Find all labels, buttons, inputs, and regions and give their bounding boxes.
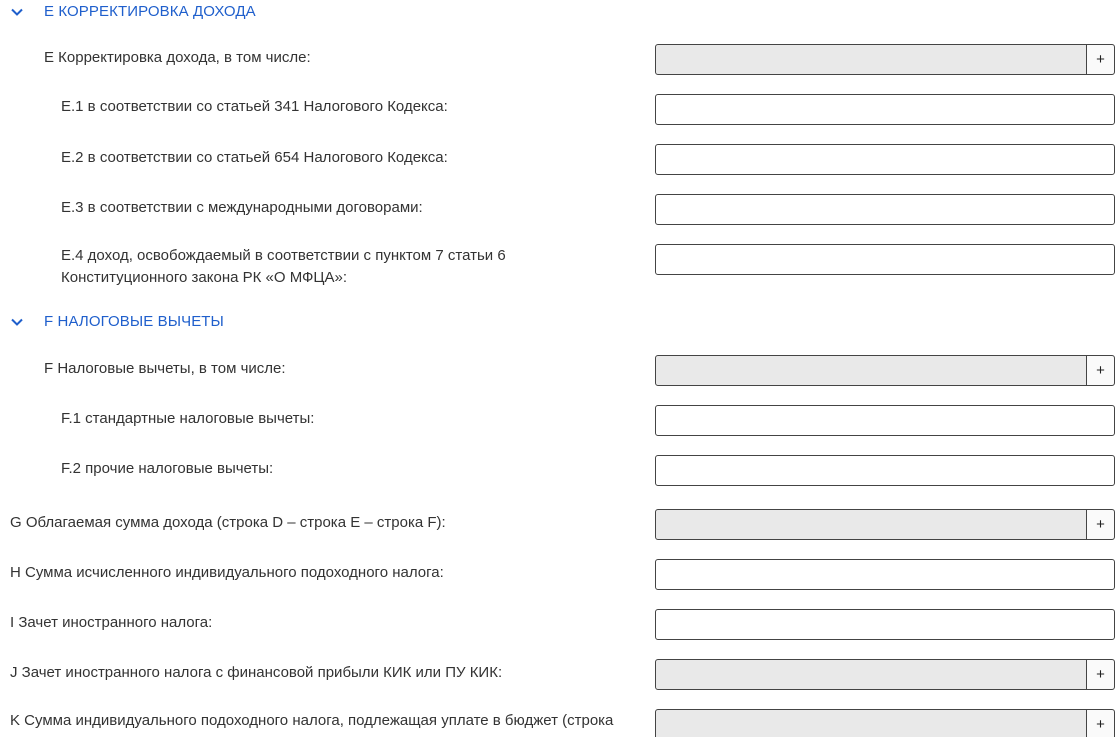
f-total-expand-button[interactable]: + — [1086, 356, 1114, 385]
j-expand-button[interactable]: + — [1086, 660, 1114, 689]
e3-input[interactable] — [656, 195, 1114, 224]
i-input[interactable] — [656, 610, 1114, 639]
e3-label: E.3 в соответствии с международными договорами: — [61, 199, 423, 216]
k-label: K Сумма индивидуального подоходного налога, подлежащая уплате в бюджет (строка — [10, 712, 614, 729]
k-field — [655, 709, 1115, 737]
e4-label-line1: E.4 доход, освобождаемый в соответствии с пунктом 7 статьи 6 — [61, 247, 506, 264]
e2-input[interactable] — [656, 145, 1114, 174]
f2-field[interactable] — [655, 455, 1115, 486]
f-total-label: F Налоговые вычеты, в том числе: — [44, 360, 286, 377]
g-field — [655, 509, 1115, 540]
k-expand-button[interactable]: + — [1086, 710, 1114, 737]
k-input — [656, 710, 1086, 737]
e-total-input — [656, 45, 1086, 74]
f-total-field — [655, 355, 1115, 386]
section-f-toggle[interactable] — [10, 313, 224, 330]
g-input — [656, 510, 1086, 539]
i-field[interactable] — [655, 609, 1115, 640]
e1-field[interactable] — [655, 94, 1115, 125]
e-total-field — [655, 44, 1115, 75]
e-total-label: E Корректировка дохода, в том числе: — [44, 49, 311, 66]
f2-label: F.2 прочие налоговые вычеты: — [61, 460, 274, 477]
f-total-input — [656, 356, 1086, 385]
h-label: H Сумма исчисленного индивидуального подоходного налога: — [10, 564, 444, 581]
f2-input[interactable] — [656, 456, 1114, 485]
section-f-title: F НАЛОГОВЫЕ ВЫЧЕТЫ — [44, 313, 224, 330]
i-label: I Зачет иностранного налога: — [10, 614, 213, 631]
e1-input[interactable] — [656, 95, 1114, 124]
section-e-toggle[interactable] — [10, 3, 256, 20]
e4-input[interactable] — [656, 245, 1114, 274]
e-total-expand-button[interactable]: + — [1086, 45, 1114, 74]
g-label: G Облагаемая сумма дохода (строка D – строка E – строка F): — [10, 514, 446, 531]
chevron-down-icon — [10, 5, 24, 19]
h-field[interactable] — [655, 559, 1115, 590]
e2-field[interactable] — [655, 144, 1115, 175]
f1-input[interactable] — [656, 406, 1114, 435]
f1-label: F.1 стандартные налоговые вычеты: — [61, 410, 315, 427]
chevron-down-icon — [10, 315, 24, 329]
e1-label: E.1 в соответствии со статьей 341 Налогового Кодекса: — [61, 98, 448, 115]
e3-field[interactable] — [655, 194, 1115, 225]
e4-label — [61, 245, 506, 289]
j-label: J Зачет иностранного налога с финансовой прибыли КИК или ПУ КИК: — [10, 664, 503, 681]
j-input — [656, 660, 1086, 689]
section-e-title: E КОРРЕКТИРОВКА ДОХОДА — [44, 3, 256, 20]
e2-label: E.2 в соответствии со статьей 654 Налогового Кодекса: — [61, 149, 448, 166]
e4-label-line2: Конституционного закона РК «О МФЦА»: — [61, 269, 348, 286]
e4-field[interactable] — [655, 244, 1115, 275]
j-field — [655, 659, 1115, 690]
f1-field[interactable] — [655, 405, 1115, 436]
h-input[interactable] — [656, 560, 1114, 589]
g-expand-button[interactable]: + — [1086, 510, 1114, 539]
